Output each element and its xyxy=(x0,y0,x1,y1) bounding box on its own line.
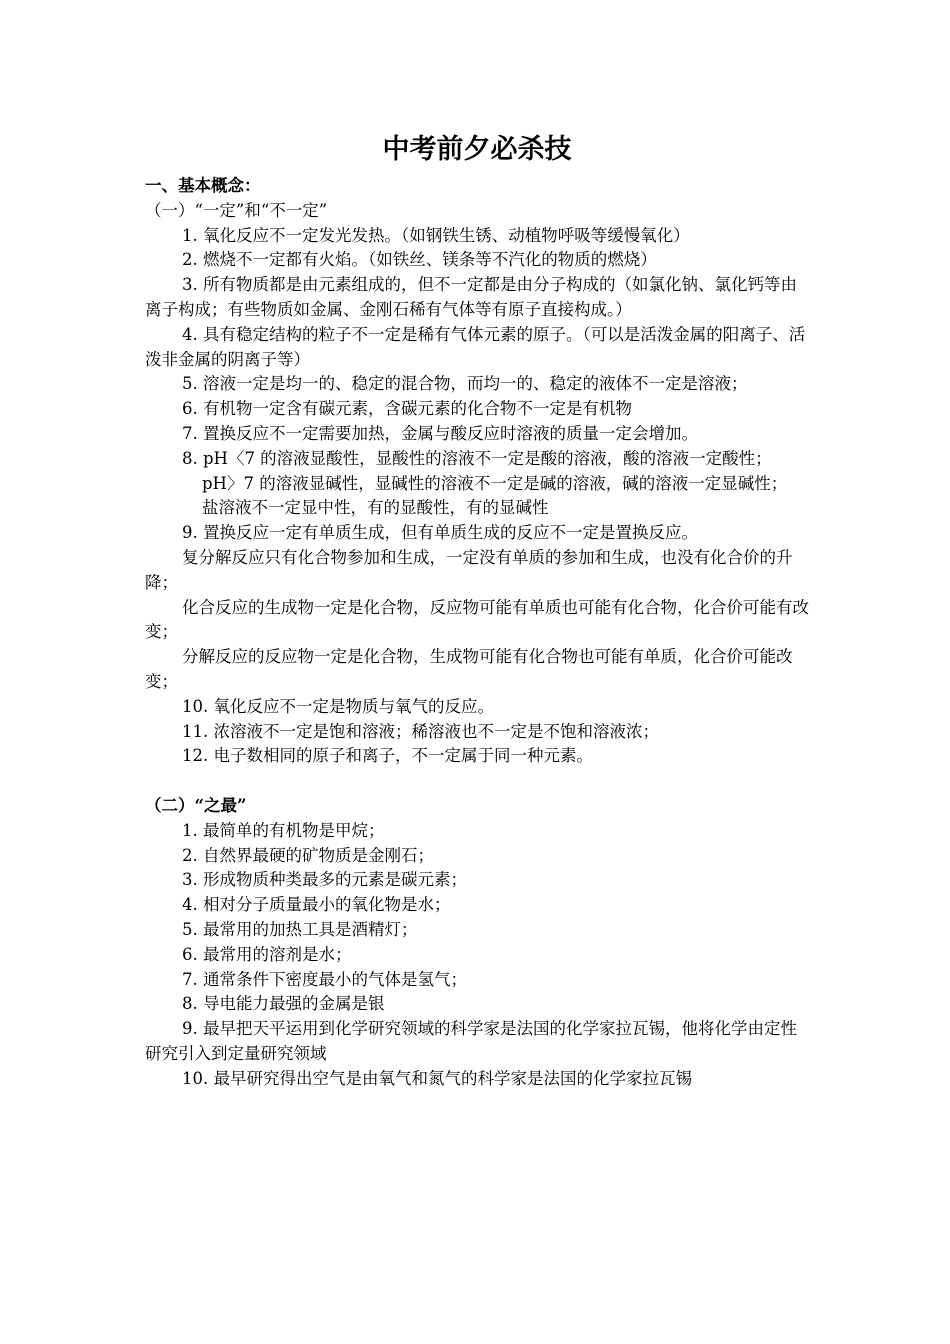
list-item: 1. 氧化反应不一定发光发热。（如钢铁生锈、动植物呼吸等缓慢氧化） xyxy=(182,225,690,245)
list-item: 10. 最早研究得出空气是由氧气和氮气的科学家是法国的化学家拉瓦锡 xyxy=(182,1068,692,1088)
subsection-heading-superlatives: （二）“之最” xyxy=(145,795,247,815)
list-item: 1. 最简单的有机物是甲烷； xyxy=(182,820,385,840)
list-item: 12. 电子数相同的原子和离子，不一定属于同一种元素。 xyxy=(182,746,593,766)
list-item: 7. 置换反应不一定需要加热，金属与酸反应时溶液的质量一定会增加。 xyxy=(182,423,698,443)
list-item: 2. 燃烧不一定都有火焰。（如铁丝、镁条等不汽化的物质的燃烧） xyxy=(182,250,657,270)
list-item: pH〉7 的溶液显碱性，显碱性的溶液不一定是碱的溶液，碱的溶液一定显碱性； xyxy=(202,473,788,493)
subsection-heading-certain-uncertain: （一）“一定”和“不一定” xyxy=(145,200,328,220)
section-heading-basic-concepts: 一、基本概念： xyxy=(145,176,261,195)
list-item: 6. 有机物一定含有碳元素，含碳元素的化合物不一定是有机物 xyxy=(182,399,632,419)
list-item: 8. 导电能力最强的金属是银 xyxy=(182,994,385,1014)
list-item: 9. 最早把天平运用到化学研究领域的科学家是法国的化学家拉瓦锡，他将化学由定性研究引入到定量研究领域 xyxy=(145,1019,797,1063)
list-item: 5. 溶液一定是均一的、稳定的混合物，而均一的、稳定的液体不一定是溶液； xyxy=(182,374,748,394)
list-item: 复分解反应只有化合物参加和生成，一定没有单质的参加和生成，也没有化合价的升降； xyxy=(145,547,793,592)
list-item: 8. pH〈7 的溶液显酸性，显酸性的溶液不一定是酸的溶液，酸的溶液一定酸性； xyxy=(182,448,772,468)
list-item: 5. 最常用的加热工具是酒精灯； xyxy=(182,919,418,939)
list-item: 分解反应的反应物一定是化合物，生成物可能有化合物也可能有单质，化合价可能改变； xyxy=(145,647,793,691)
list-item: 6. 最常用的溶剂是水； xyxy=(182,944,352,964)
document-page xyxy=(145,128,809,1091)
list-item: 10. 氧化反应不一定是物质与氧气的反应。 xyxy=(182,696,494,716)
list-item: 4. 相对分子质量最小的氧化物是水； xyxy=(182,895,451,915)
list-item: 盐溶液不一定显中性，有的显酸性，有的显碱性 xyxy=(202,498,549,518)
paragraph-spacer xyxy=(145,769,809,794)
list-item: 化合反应的生成物一定是化合物，反应物可能有单质也可能有化合物，化合价可能有改变； xyxy=(145,597,809,642)
list-item: 2. 自然界最硬的矿物质是金刚石； xyxy=(182,845,434,865)
list-item: 4. 具有稳定结构的粒子不一定是稀有气体元素的原子。（可以是活泼金属的阳离子、活泼非金属的阴离子等） xyxy=(145,324,806,369)
document-title: 中考前夕必杀技 xyxy=(382,134,572,165)
list-item: 3. 形成物质种类最多的元素是碳元素； xyxy=(182,870,467,890)
list-item: 11. 浓溶液不一定是饱和溶液；稀溶液也不一定是不饱和溶液浓； xyxy=(182,721,659,741)
list-item: 3. 所有物质都是由元素组成的，但不一定都是由分子构成的（如氯化钠、氯化钙等由离子构成；有些物质如金属、金刚石稀有气体等有原子直接构成。） xyxy=(145,275,797,319)
list-item: 7. 通常条件下密度最小的气体是氢气； xyxy=(182,969,467,989)
list-item: 9. 置换反应一定有单质生成，但有单质生成的反应不一定是置换反应。 xyxy=(182,523,698,543)
